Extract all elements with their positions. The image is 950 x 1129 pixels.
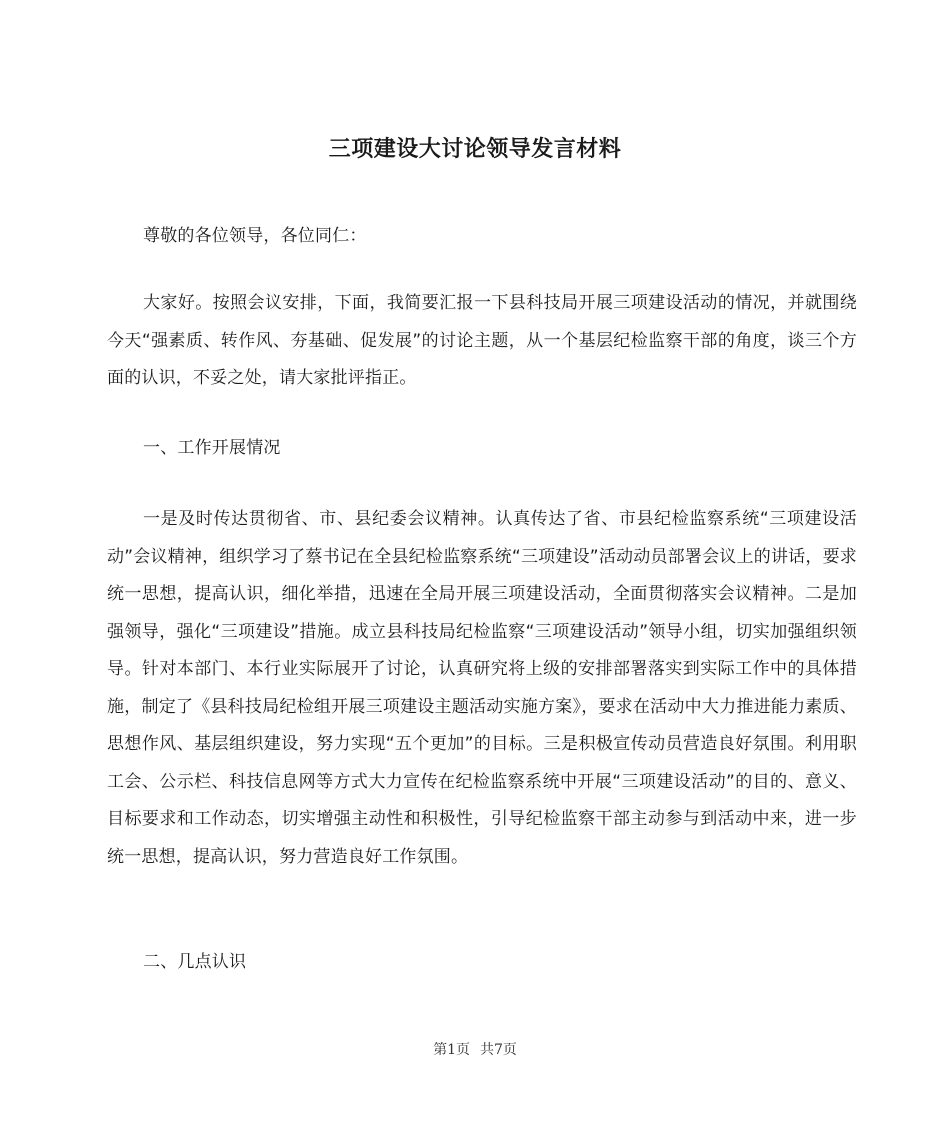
section-heading-work-status: 一、工作开展情况	[143, 438, 281, 458]
document-title: 三项建设大讨论领导发言材料	[328, 137, 622, 162]
greeting-paragraph: 尊敬的各位领导，各位同仁：	[143, 226, 367, 246]
page-footer	[0, 1040, 950, 1060]
section-body-work-status: 一是及时传达贯彻省、市、县纪委会议精神。认真传达了省、市县纪检监察系统“三项建设活动”会议精神，组织学习了蔡书记在全县纪检监察系统“三项建设”活动动员部署会议上的讲话，要求统一思想，提高认识，细化举措，迅速在全局开展三项建设活动，全面贯彻落实会议精神。二是加强领导，强化“三项建设”措施。成立县科技局纪检监察“三项建设活动”领导小组，切实加强组织领导。针对本部门、本行业实际展开了讨论，认真研究将上级的安排部署落实到实际工作中的具体措施，制定了《县科技局纪检组开展三项建设主题活动实施方案》，要求在活动中大力推进能力素质、思想作风、基层组织建设，努力实现“五个更加”的目标。三是积极宣传动员营造良好氛围。利用职工会、公示栏、科技信息网等方式大力宣传在纪检监察系统中开展“三项建设活动”的目的、意义、目标要求和工作动态，切实增强主动性和积极性，引导纪检监察干部主动参与到活动中来，进一步统一思想，提高认识，努力营造良好工作氛围。	[107, 509, 857, 867]
page-total: 共7页	[480, 1042, 517, 1058]
page-number: 第1页	[433, 1042, 470, 1058]
intro-paragraph: 大家好。按照会议安排，下面，我简要汇报一下县科技局开展三项建设活动的情况，并就围绕今天“强素质、转作风、夯基础、促发展”的讨论主题，从一个基层纪检监察干部的角度，谈三个方面的认识，不妥之处，请大家批评指正。	[107, 293, 857, 388]
section-heading-understanding: 二、几点认识	[143, 952, 247, 972]
